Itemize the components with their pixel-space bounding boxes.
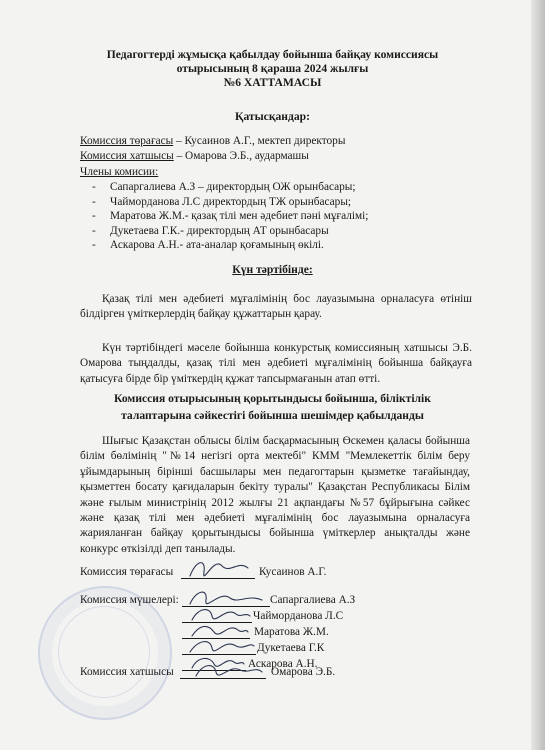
title-line-3: №6 ХАТТАМАСЫ <box>223 76 322 89</box>
sig-member-name-3: Маратова Ж.М. <box>254 626 329 638</box>
decision-heading-line-2: талаптарына сәйкестігі бойынша шешімдер қабылданды <box>121 409 424 422</box>
agenda-heading: Күн тәртібінде: <box>232 263 313 276</box>
sig-members-label: Комиссия мүшелері: <box>80 594 179 606</box>
chair-text: – Кусаинов А.Г., мектеп директоры <box>173 135 346 147</box>
discussion-paragraph: Күн тәртібіндегі мәселе бойынша конкурстық комиссияның хатшысы Э.Б. Омарова тыңдалды, қазақ тілі мен әдебиеті мұғалімінің бойынша байқауға қатысуға бірде бір үміткердің құжат тапсырмағанын атап өтті. <box>80 342 472 385</box>
sig-secretary-label: Комиссия хатшысы <box>80 666 174 678</box>
signature-scribble-3 <box>192 626 248 636</box>
chair-label: Комиссия төрағасы <box>80 135 174 147</box>
signature-scribble-5 <box>192 658 244 668</box>
secretary-label: Комиссия хатшысы <box>80 150 174 162</box>
list-item: - Дукетаева Г.К.- директордың АТ орынбасары <box>92 224 329 237</box>
attendees-heading: Қатысқандар: <box>235 110 310 123</box>
signature-scribble-4 <box>190 642 254 652</box>
sig-member-name-5: Аскарова А.Н. <box>248 658 318 670</box>
members-label: Члены комисии: <box>80 166 159 178</box>
signature-scribble-chair <box>190 563 248 576</box>
agenda-paragraph: Қазақ тілі мен әдебиеті мұғалімінің бос лауазымына орналасуға өтініш білдірген үміткерлердің байқау құжаттарын қарау. <box>80 293 472 321</box>
decision-paragraph: Шығыс Қазақстан облысы білім басқармасының Өскемен қаласы бойынша білім бөлімінің "№14 негізгі орта мектебі" КММ "Мемлекеттік білім беру ұйымдарының бірінші басшылары мен педагогтарын қызметке тағайындау, қызметтен босату қағидаларын бекіту туралы" Қазақстан Республикасы Білім және ғылым министрінің 2012 жылғы 21 ақпандағы №57 бұйрығына сәйкес және қазақ тілі мен әдебиеті мұғалімінің бос лауазымына орналасуға жарияланған байқау қорытындысы бойынша үміткерлер анықталды және конкурс өткізілді деп танылады. <box>80 435 470 555</box>
signature-scribble-secretary <box>196 666 262 676</box>
sig-member-name-2: Чайморданова Л.С <box>253 610 344 622</box>
list-item: - Сапаргалиева А.З – директордың ОЖ орынбасары; <box>92 181 356 193</box>
signature-scribble-2 <box>192 610 250 620</box>
sig-chair-name: Кусаинов А.Г. <box>259 566 327 578</box>
signature-scribble-1 <box>190 592 262 604</box>
sig-member-name-1: Сапаргалиева А.З <box>270 594 356 606</box>
sig-secretary-name: Омарова Э.Б. <box>271 666 336 678</box>
title-line-1: Педагогтерді жұмысқа қабылдау бойынша байқау комиссиясы <box>106 48 439 61</box>
title-line-2: отырысының 8 қараша 2024 жылғы <box>176 62 369 75</box>
decision-heading-line-1: Комиссия отырысының қорытындысы бойынша, біліктілік <box>114 392 431 405</box>
sig-chair-label: Комиссия төрағасы <box>80 566 174 578</box>
list-item: - Аскарова А.Н.- ата-аналар қоғамының өкілі. <box>92 239 324 252</box>
list-item: - Маратова Ж.М.- қазақ тілі мен әдебиет пәні мұғалімі; <box>92 210 369 223</box>
list-item: - Чайморданова Л.С директордың ТЖ орынбасары; <box>92 195 352 208</box>
secretary-text: – Омарова Э.Б., аудармашы <box>173 150 309 162</box>
sig-member-name-4: Дукетаева Г.К <box>257 642 325 654</box>
